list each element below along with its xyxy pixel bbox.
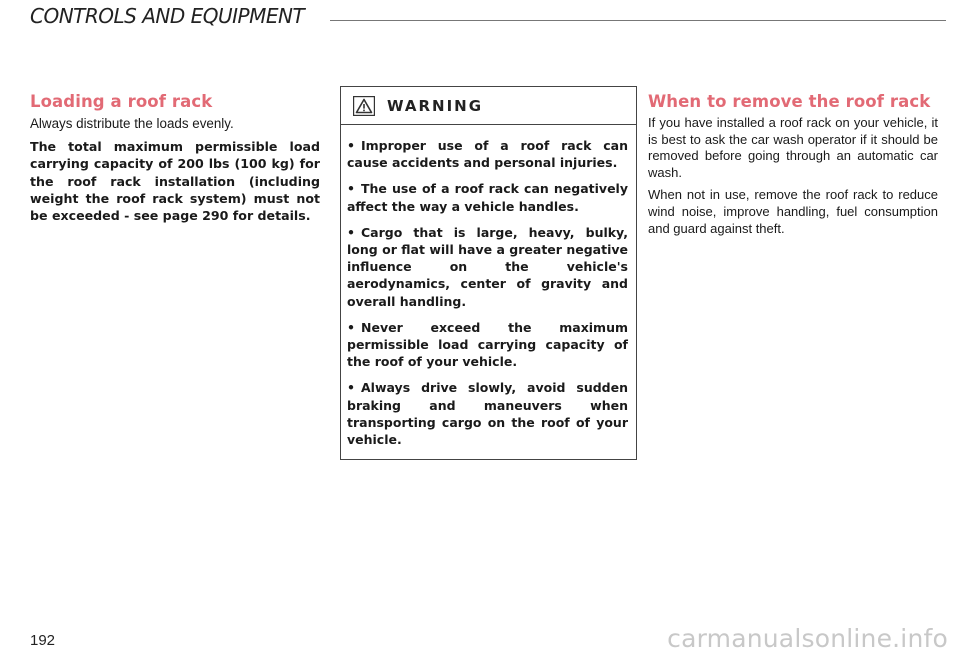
warning-item: • Cargo that is large, heavy, bulky, long or flat will have a greater negative influence on the vehicle's aerodynamics, center of gravity and overall handling. [347, 224, 628, 309]
loading-roof-rack-heading: Loading a roof rack [30, 92, 213, 111]
remove-roof-rack-heading: When to remove the roof rack [648, 92, 931, 111]
warning-list [341, 125, 636, 448]
warning-header [341, 87, 636, 125]
page-number: 192 [30, 632, 56, 649]
section-title: CONTROLS AND EQUIPMENT [30, 4, 305, 28]
not-in-use-paragraph: When not in use, remove the roof rack to reduce wind noise, improve handling, fuel consumption and guard against theft. [648, 187, 938, 236]
watermark: carmanualsonline.info [667, 624, 948, 653]
car-wash-paragraph: If you have installed a roof rack on your vehicle, it is best to ask the car wash operator if it should be removed before going through an automatic car wash. [648, 115, 938, 180]
header-divider [330, 20, 946, 21]
load-capacity-note: The total maximum permissible load carrying capacity of 200 lbs (100 kg) for the roof rack installation (including weight the roof rack system) must not be exceeded - see page 290 for details. [30, 139, 320, 224]
intro-paragraph: Always distribute the loads evenly. [30, 116, 234, 131]
warning-item: • Improper use of a roof rack can cause accidents and personal injuries. [347, 138, 628, 171]
left-column [30, 92, 320, 224]
warning-item: • The use of a roof rack can negatively affect the way a vehicle handles. [347, 181, 628, 214]
warning-title: WARNING [387, 96, 484, 115]
right-column [648, 92, 938, 243]
warning-box [340, 86, 637, 460]
warning-item: • Never exceed the maximum permissible load carrying capacity of the roof of your vehicle. [347, 319, 628, 370]
warning-item: • Always drive slowly, avoid sudden braking and maneuvers when transporting cargo on the roof of your vehicle. [347, 380, 628, 448]
warning-triangle-icon [353, 96, 375, 116]
